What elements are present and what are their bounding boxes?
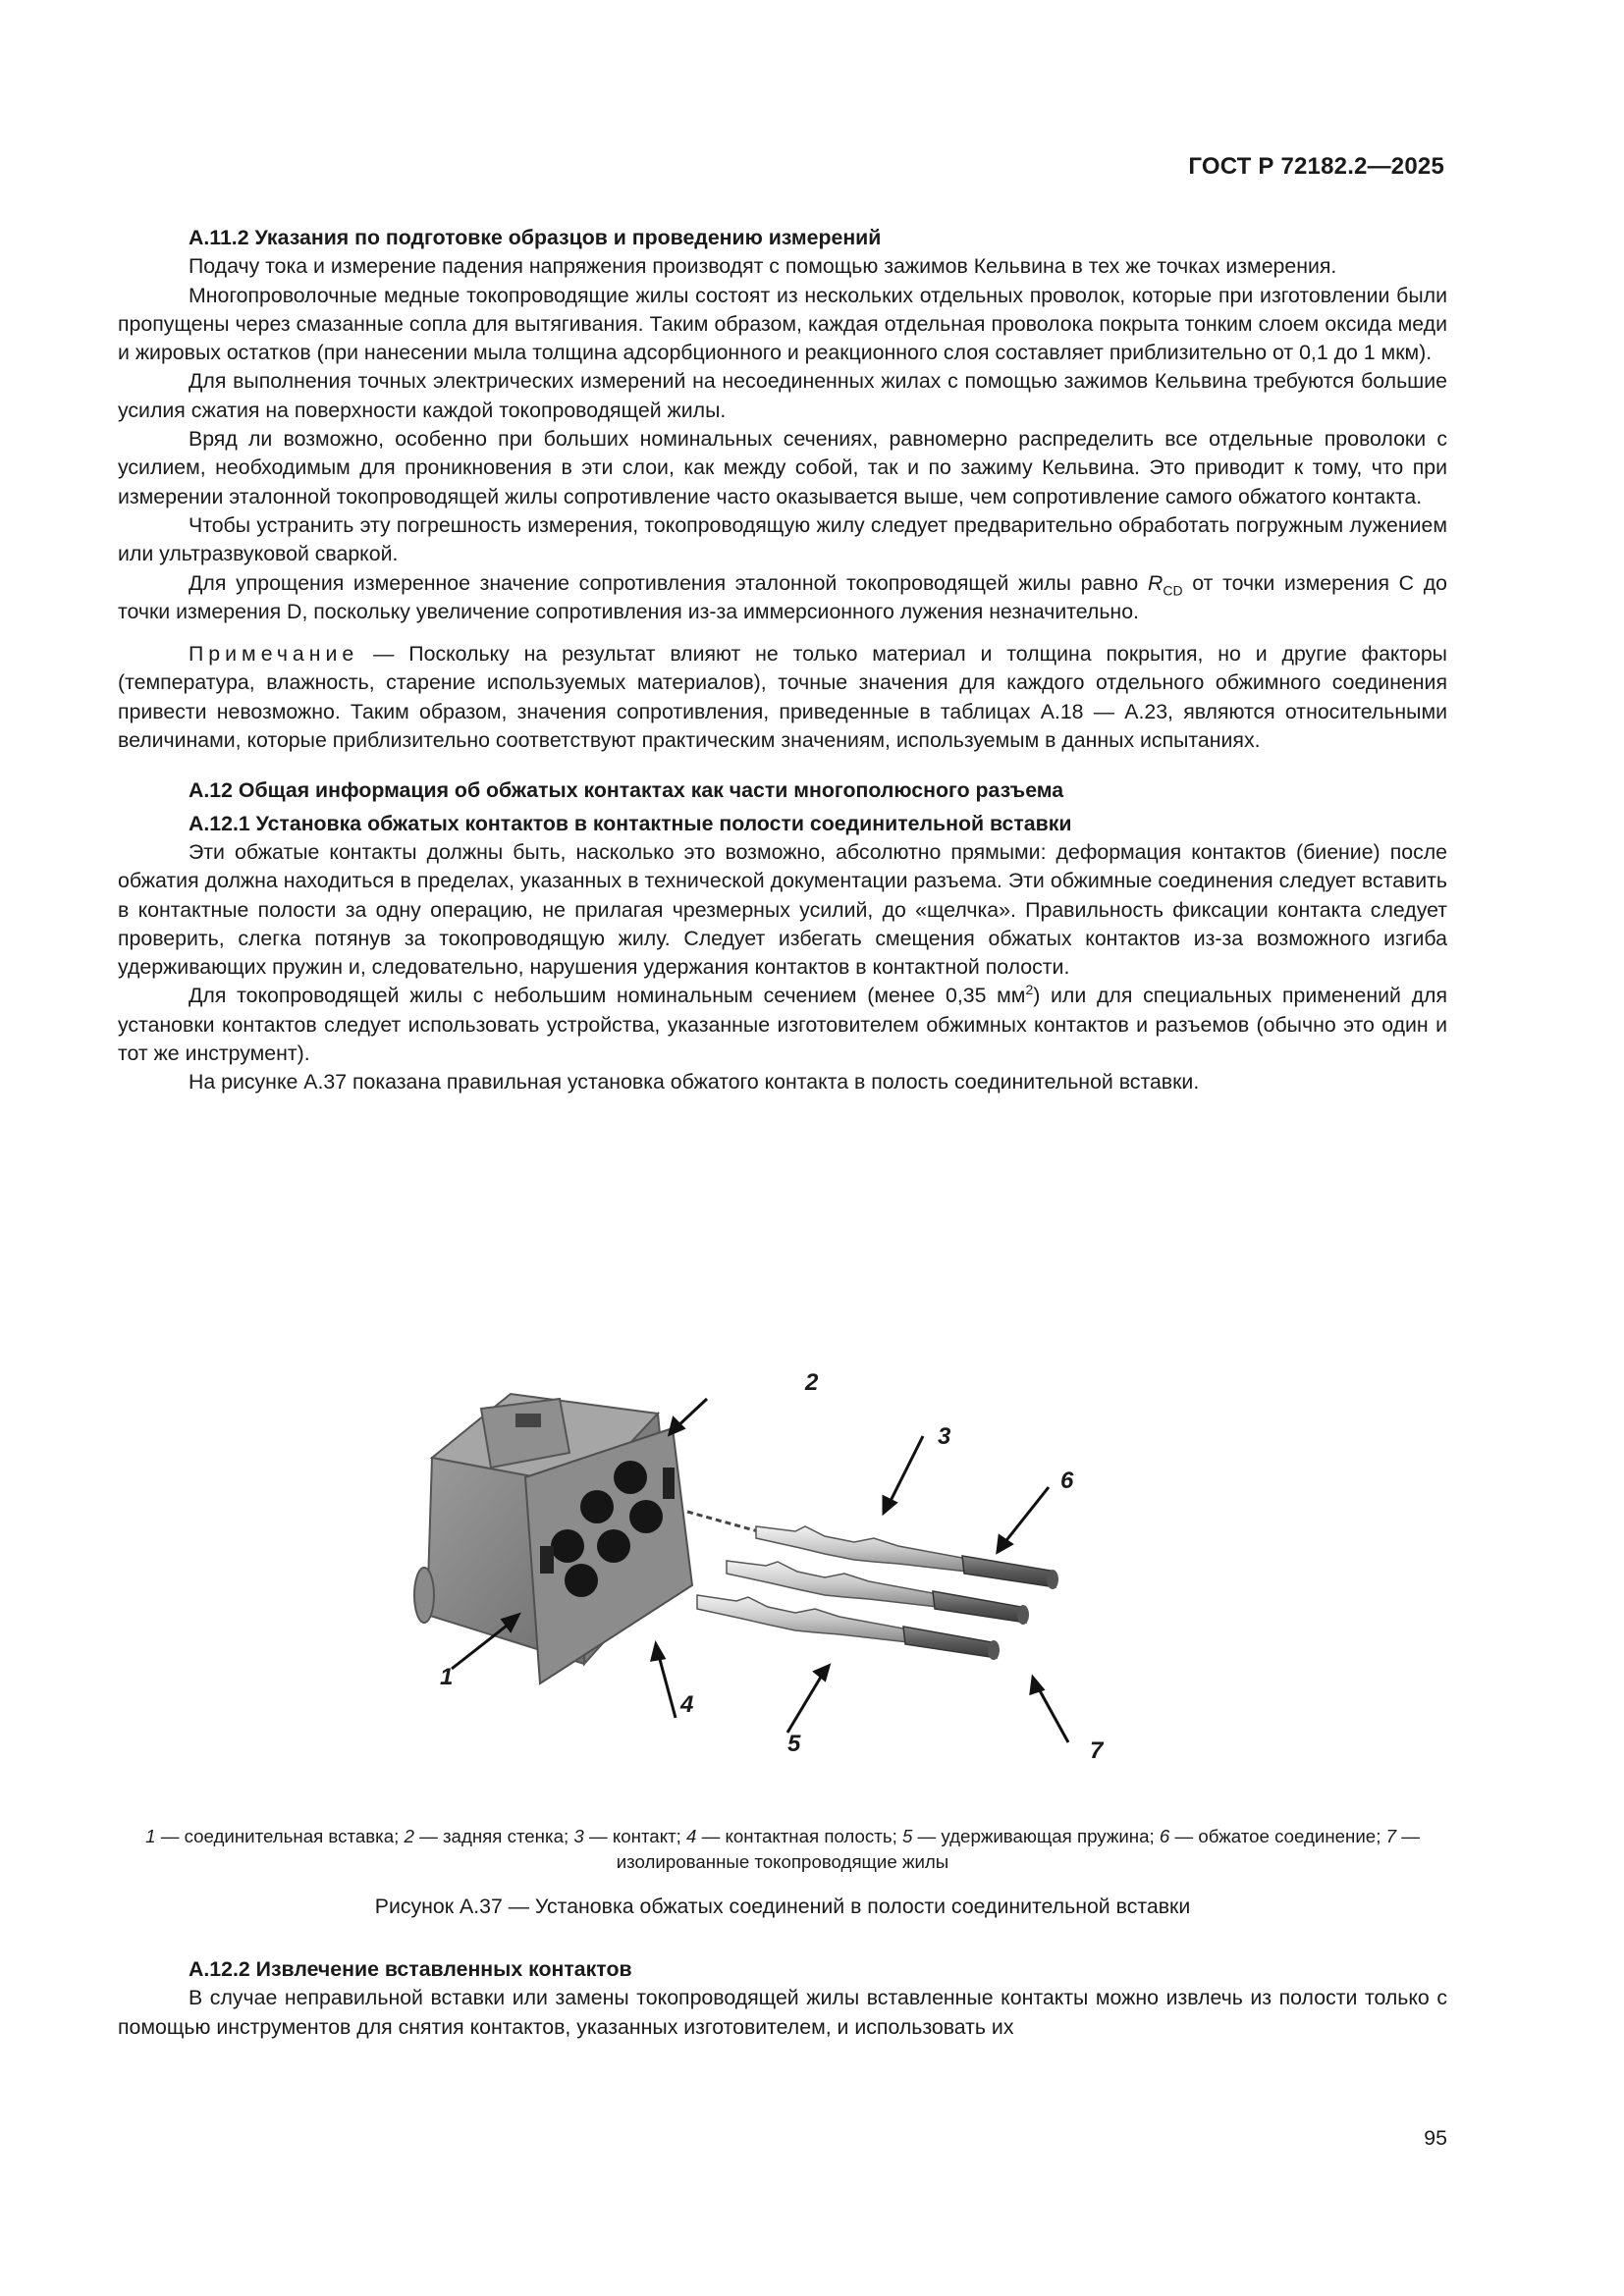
note-label: Примечание [189,642,359,667]
document-standard-code: ГОСТ Р 72182.2—2025 [1188,153,1444,180]
section-heading-a12-1: А.12.1 Установка обжатых контактов в контактные полости соединительной вставки [189,811,1072,835]
main-text-block-2 [118,1955,1447,2042]
section-heading-a11-2: А.11.2 Указания по подготовке образцов и проведению измерений [189,226,882,249]
figure-legend [118,1824,1447,1875]
legend-item: 3 — контакт; [573,1826,687,1846]
legend-item: 7 — изолированные токопроводящие жилы [616,1826,1420,1872]
note-text: — Поскольку на результат влияют не только материал и толщина покрытия, но и другие факторы (температура, влажность, старение используемых материалов), точные значения для каждого отдельного обжимного соединения привести невозможно. Таким образом, значения сопротивления, приведенные в таблицах А.18 — А.23, являются относительными величинами, которые приблизительно соответствуют практическим значениям, используемым в данных испытаниях. [118,642,1447,753]
legend-item: 1 — соединительная вставка; [145,1826,405,1846]
section-heading-a12: А.12 Общая информация об обжатых контактах как части многополюсного разъема [189,778,1064,803]
paragraph: Вряд ли возможно, особенно при больших номинальных сечениях, равномерно распределить все отдельные проволоки с усилием, необходимым для проникновения в эти слои, как между собой, так и по зажиму Кельвина. Это приводит к тому, что при измерении эталонной токопроводящей жилы сопротивление часто оказывается выше, чем сопротивление самого обжатого контакта. [118,427,1447,508]
callout-3: 3 [938,1423,951,1450]
paragraph: В случае неправильной вставки или замены токопроводящей жилы вставленные контакты можно извлечь из полости только с помощью инструментов для снятия контактов, указанных изготовителем, и использовать их [118,1986,1447,2039]
note-paragraph [118,640,1447,755]
legend-item: 5 — удерживающая пружина; [901,1826,1160,1846]
paragraph: Подачу тока и измерение падения напряжения производят с помощью зажимов Кельвина в тех же точках измерения. [189,254,1337,279]
page-number: 95 [1424,2126,1447,2150]
paragraph: На рисунке А.37 показана правильная установка обжатого контакта в полость соединительной вставки. [189,1070,1200,1095]
legend-item: 2 — задняя стенка; [404,1826,574,1846]
paragraph-resistance: Для упрощения измеренное значение сопротивления эталонной токопроводящей жилы равно $R_{CD}$ от точки измерения С до точки измерения D, поскольку увеличение сопротивления из-за иммерсионного лужения незначительно. [118,570,1447,623]
section-heading-a12-2: А.12.2 Извлечение вставленных контактов [189,1957,632,1981]
resistance-symbol: R [1147,570,1164,595]
legend-item: 6 — обжатое соединение; [1159,1826,1386,1846]
callout-2: 2 [805,1369,819,1396]
callout-1: 1 [440,1664,454,1690]
figure-title: Рисунок А.37 — Установка обжатых соединений в полости соединительной вставки [374,1895,1191,1918]
figure-a37 [412,1369,1159,1791]
resistance-subscript: CD [1163,581,1183,598]
paragraph: Многопроволочные медные токопроводящие жилы состоят из нескольких отдельных проволок, которые при изготовлении были пропущены через смазанные сопла для вытягивания. Таким образом, каждая отдельная проволока покрыта тонким слоем оксида меди и жировых остатков (при нанесении мыла толщина адсорбционного и реакционного слоя составляет приблизительно от 0,1 до 1 мкм). [118,283,1447,365]
callout-6: 6 [1060,1468,1074,1494]
paragraph: Чтобы устранить эту погрешность измерения, токопроводящую жилу следует предварительно обработать погружным лужением или ультразвуковой сваркой. [118,512,1447,566]
connector-illustration [412,1369,1159,1791]
paragraph: Эти обжатые контакты должны быть, насколько это возможно, абсолютно прямыми: деформация контактов (биение) после обжатия должна находиться в пределах, указанных в технической документации разъема. Эти обжимные соединения следует вставить в контактные полости за одну операцию, не прилагая чрезмерных усилий, до «щелчка». Правильность фиксации контакта следует проверить, слегка потянув за токопроводящую жилу. Следует избегать смещения обжатых контактов из-за возможного изгиба удерживающих пружин и, следовательно, нарушения удержания контактов в контактной полости. [118,839,1447,980]
superscript-2: 2 [1025,982,1034,998]
main-text-block [118,224,1447,1097]
paragraph-cross-section: Для токопроводящей жилы с небольшим номинальным сечением (менее 0,35 $мм^2$) или для специальных применений для установки контактов следует использовать устройства, указанные изготовителем обжимных контактов и разъемов (обычно это один и тот же инструмент). [118,982,1447,1066]
legend-item: 4 — контактная полость; [686,1826,902,1846]
callout-4: 4 [680,1691,694,1718]
paragraph: Для выполнения точных электрических измерений на несоединенных жилах с помощью зажимов Кельвина требуются большие усилия сжатия на поверхности каждой токопроводящей жилы. [118,369,1447,422]
callout-7: 7 [1090,1737,1104,1764]
insertion-path [687,1512,758,1531]
callout-5: 5 [787,1731,801,1757]
